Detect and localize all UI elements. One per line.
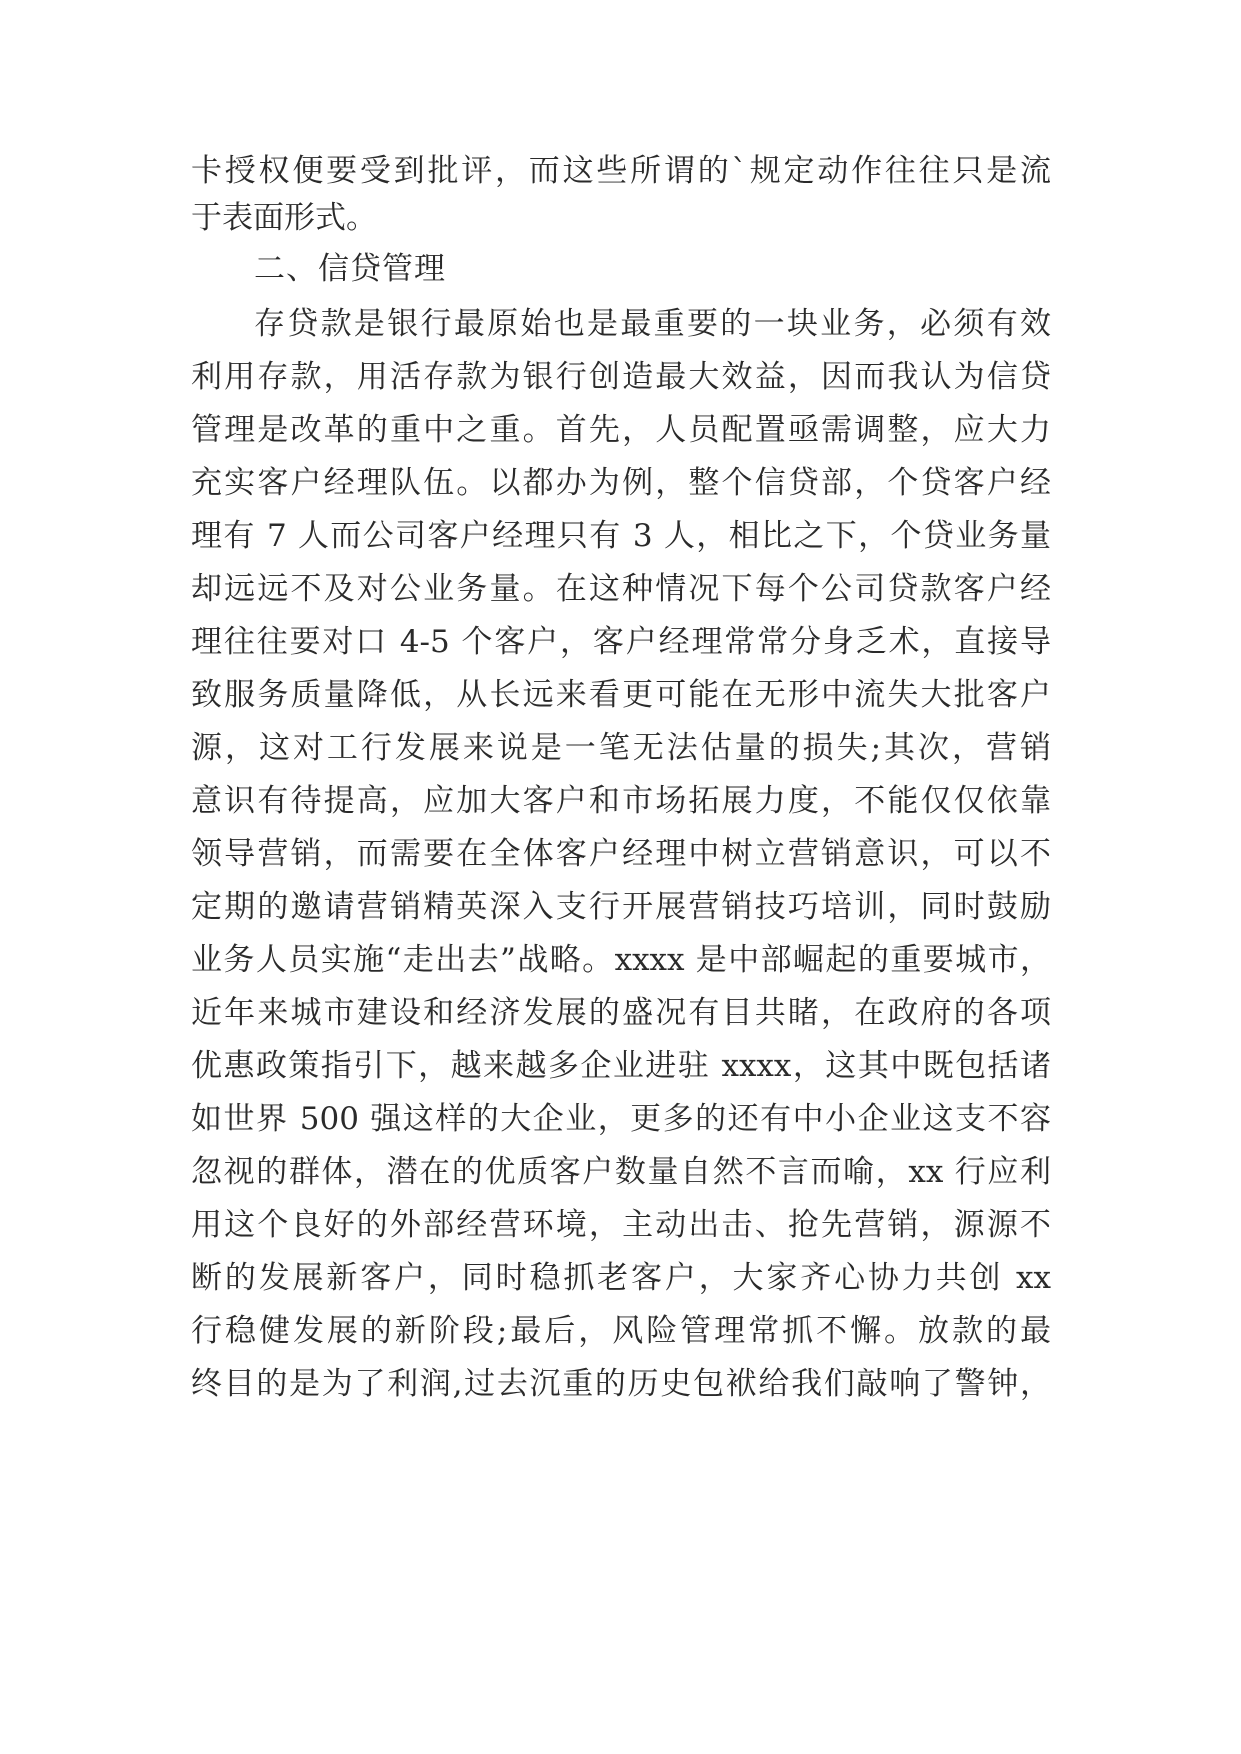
paragraph-2-line-20: 行稳健发展的新阶段;最后，风险管理常抓不懈。放款的最 (191, 1313, 1051, 1349)
paragraph-2-line-7: 理往往要对口 4-5 个客户，客户经理常常分身乏术，直接导 (191, 624, 1051, 660)
paragraph-2-line-9: 源，这对工行发展来说是一笔无法估量的损失;其次，营销 (191, 730, 1051, 766)
paragraph-2-line-19: 断的发展新客户，同时稳抓老客户，大家齐心协力共创 xx (191, 1260, 1051, 1296)
paragraph-2-line-10: 意识有待提高，应加大客户和市场拓展力度，不能仅仅依靠 (191, 783, 1051, 819)
paragraph-2-line-8: 致服务质量降低，从长远来看更可能在无形中流失大批客户 (191, 677, 1051, 713)
paragraph-2-line-21: 终目的是为了利润,过去沉重的历史包袱给我们敲响了警钟， (191, 1366, 1051, 1402)
paragraph-2-line-4: 充实客户经理队伍。以都办为例，整个信贷部，个贷客户经 (191, 465, 1051, 501)
paragraph-2-line-17: 忽视的群体，潜在的优质客户数量自然不言而喻，xx 行应利 (191, 1154, 1051, 1190)
section-heading: 二、信贷管理 (254, 251, 446, 287)
paragraph-2-line-6: 却远远不及对公业务量。在这种情况下每个公司贷款客户经 (191, 571, 1051, 607)
paragraph-2-line-15: 优惠政策指引下，越来越多企业进驻 xxxx，这其中既包括诸 (191, 1048, 1051, 1084)
paragraph-2-line-13: 业务人员实施“走出去”战略。xxxx 是中部崛起的重要城市， (191, 942, 1051, 978)
paragraph-2-line-3: 管理是改革的重中之重。首先，人员配置亟需调整，应大力 (191, 412, 1051, 448)
paragraph-2-line-18: 用这个良好的外部经营环境，主动出击、抢先营销，源源不 (191, 1207, 1051, 1243)
paragraph-1-line-2: 于表面形式。 (191, 200, 377, 236)
paragraph-2-line-12: 定期的邀请营销精英深入支行开展营销技巧培训，同时鼓励 (191, 889, 1051, 925)
paragraph-2-line-2: 利用存款，用活存款为银行创造最大效益，因而我认为信贷 (191, 359, 1051, 395)
paragraph-2-line-1: 存贷款是银行最原始也是最重要的一块业务，必须有效 (254, 306, 1051, 342)
paragraph-2-line-5: 理有 7 人而公司客户经理只有 3 人，相比之下，个贷业务量 (191, 518, 1051, 554)
paragraph-2-line-11: 领导营销，而需要在全体客户经理中树立营销意识，可以不 (191, 836, 1051, 872)
paragraph-2-line-14: 近年来城市建设和经济发展的盛况有目共睹，在政府的各项 (191, 995, 1051, 1031)
paragraph-2-line-16: 如世界 500 强这样的大企业，更多的还有中小企业这支不容 (191, 1101, 1051, 1137)
paragraph-1-line-1: 卡授权便要受到批评，而这些所谓的`规定动作往往只是流 (191, 153, 1051, 189)
